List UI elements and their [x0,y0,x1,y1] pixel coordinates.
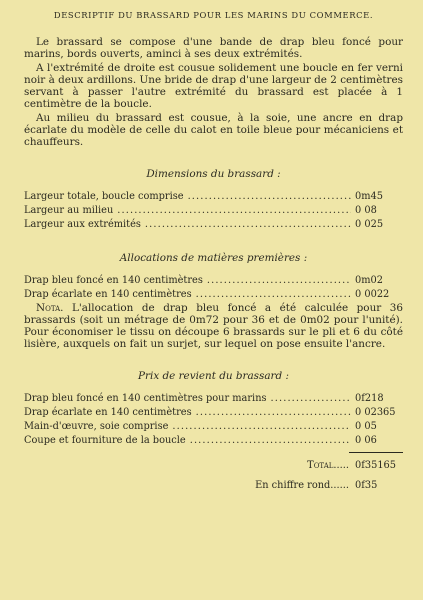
allocations-title: Allocations de matières premières : [119,252,308,264]
dimension-row [24,190,403,204]
total-label: Total..... [307,460,349,471]
cost-row [24,434,403,448]
allocation-value: 0 0022 [355,289,390,300]
leader-dots [271,392,351,406]
paragraph-3: Au milieu du brassard est cousue, à la soie, une ancre en drap écarlate du modèle de celle du calot en toile bleue pour mécaniciens et chauffeurs. [24,112,403,148]
cost-label: Drap écarlate en 140 centimètres [24,407,192,418]
dimension-label: Largeur totale, boucle comprise [24,191,184,202]
cost-value: 0 05 [355,421,377,432]
cost-value: 0 02365 [355,407,396,418]
total-rule [349,452,403,453]
note-paragraph [24,302,403,350]
cost-row [24,392,403,406]
leader-dots [188,190,351,204]
leader-dots [145,218,351,232]
dimension-label: Largeur aux extrémités [24,219,141,230]
dimension-value: 0 025 [355,219,384,230]
rounded-label: En chiffre rond...... [255,480,349,491]
allocation-row [24,288,403,302]
note-label: Nota. [36,302,64,314]
leader-dots [196,288,351,302]
note-text: L'allocation de drap bleu foncé a été calculée pour 36 brassards (soit un métrage de 0m72 pour 36 et de 0m02 pour l'unité). Pour économiser le tissu on découpe 6 brassards sur le pli et 6 du côté lisière, auxquels on fait un surjet, sur lequel on pose ensuite l'ancre. [24,302,403,350]
leader-dots [172,420,351,434]
dimension-value: 0m45 [355,191,383,202]
leader-dots [117,204,351,218]
allocation-label: Drap bleu foncé en 140 centimètres [24,275,203,286]
leader-dots [190,434,351,448]
cost-row [24,420,403,434]
cost-value: 0 06 [355,435,377,446]
rounded-value: 0f35 [355,480,378,491]
rounded-row [24,479,403,493]
dimensions-title: Dimensions du brassard : [146,168,281,180]
allocation-row [24,274,403,288]
paragraph-2: A l'extrémité de droite est cousue solidement une boucle en fer verni noir à deux ardillons. Une bride de drap d'une largeur de 2 centimètres servant à passer l'autre extrémité du brassard est placée à 1 centimètre de la boucle. [24,62,403,110]
page-header: DESCRIPTIF DU BRASSARD POUR LES MARINS DU COMMERCE. [53,10,374,20]
cost-label: Main-d'œuvre, soie comprise [24,421,169,432]
dimension-value: 0 08 [355,205,377,216]
total-value: 0f35165 [355,460,397,471]
cost-value: 0f218 [355,393,384,404]
cost-title: Prix de revient du brassard : [138,370,289,382]
cost-row [24,406,403,420]
dimension-row [24,218,403,232]
cost-label: Coupe et fourniture de la boucle [24,435,186,446]
dimension-row [24,204,403,218]
dimension-label: Largeur au milieu [24,205,114,216]
allocation-label: Drap écarlate en 140 centimètres [24,289,192,300]
cost-label: Drap bleu foncé en 140 centimètres pour marins [24,393,267,404]
total-row [24,459,403,473]
allocation-value: 0m02 [355,275,383,286]
leader-dots [196,406,351,420]
paragraph-1: Le brassard se compose d'une bande de drap bleu foncé pour marins, bords ouverts, aminci à ses deux extrémités. [24,36,403,60]
leader-dots [207,274,351,288]
